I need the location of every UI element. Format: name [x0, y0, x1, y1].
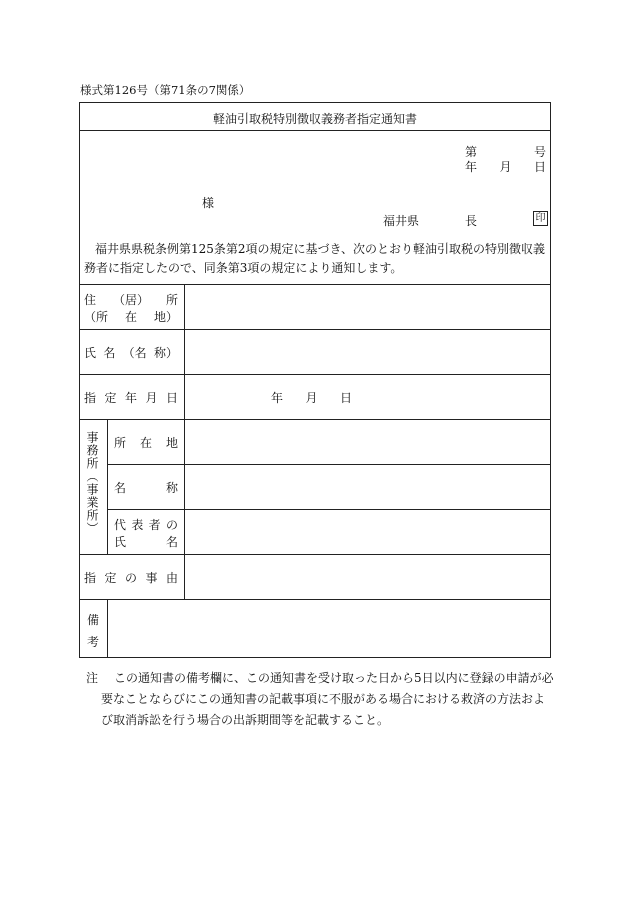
- remarks-label-1: 備: [87, 613, 100, 627]
- issuer-prefecture: 福井県: [383, 214, 420, 228]
- remarks-label-2: 考: [87, 635, 100, 649]
- divider: [107, 599, 108, 658]
- address-label-line1: 住 （居） 所: [84, 293, 178, 307]
- divider: [79, 554, 551, 555]
- designation-date-label: 指 定 年 月 日: [84, 391, 178, 405]
- divider: [79, 284, 551, 285]
- divider: [79, 374, 551, 375]
- divider: [79, 329, 551, 330]
- office-location-label: 所 在 地: [114, 436, 178, 450]
- year-label: 年: [465, 160, 478, 174]
- document-title: 軽油引取税特別徴収義務者指定通知書: [212, 112, 417, 126]
- gou-label: 号: [533, 145, 546, 159]
- representative-label-line1: 代 表 者 の: [114, 518, 178, 532]
- divider: [107, 419, 108, 554]
- notice-body: 福井県県税条例第125条第2項の規定に基づき、次のとおり軽油引取税の特別徴収義務者に指定したので、同条第3項の規定により通知します。: [84, 242, 546, 275]
- footnote-text: この通知書の備考欄に、この通知書を受け取った日から5日以内に登録の申請が必要なことならびにこの通知書の記載事項に不服がある場合における救済の方法および取消訴訟を行う場合の出訴期間等を記載すること。: [101, 671, 554, 727]
- divider: [184, 284, 185, 599]
- month-label: 月: [499, 160, 512, 174]
- divider: [79, 599, 551, 600]
- divider: [107, 464, 551, 465]
- reason-label: 指 定 の 事 由: [84, 571, 178, 585]
- seal-stamp: 印: [533, 211, 548, 226]
- divider: [79, 130, 551, 131]
- date-line: [465, 158, 546, 175]
- footnote-mark: 注: [86, 671, 99, 685]
- divider: [107, 509, 551, 510]
- issuer-chief: 長: [465, 214, 478, 228]
- divider: [79, 419, 551, 420]
- office-name-label: 名 称: [114, 481, 178, 495]
- form-number: 様式第126号（第71条の7関係）: [80, 83, 251, 97]
- name-label: 氏 名 （名 称）: [84, 346, 178, 360]
- dai-label: 第: [465, 145, 478, 159]
- address-label-line2: （所 在 地）: [84, 310, 178, 324]
- designation-date-value: 年 月 日: [271, 391, 352, 405]
- day-label: 日: [533, 160, 546, 174]
- addressee-sama: 様: [202, 196, 215, 210]
- representative-label-line2: 氏 名: [114, 535, 178, 549]
- office-group-label: 事務所（事業所）: [85, 431, 99, 535]
